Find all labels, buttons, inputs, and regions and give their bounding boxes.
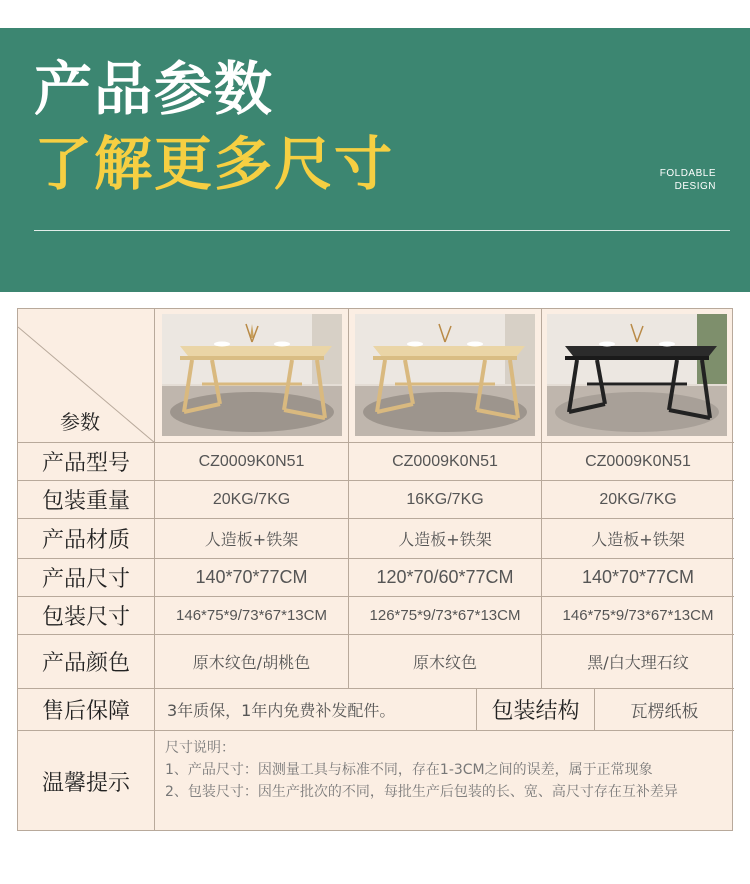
weight-value-2: 16KG/7KG: [349, 481, 542, 519]
tips-content: [155, 731, 733, 831]
size-value-3: 140*70*77CM: [542, 559, 734, 597]
corner-label: 参数: [60, 410, 100, 434]
row-label-material: 产品材质: [18, 519, 155, 559]
tips-line-2: 2、包装尺寸：因生产批次的不同，每批生产后包装的长、宽、高尺寸存在互补差异: [165, 784, 678, 800]
model-value-1: CZ0009K0N51: [155, 443, 349, 481]
image-cell-1: [155, 309, 349, 443]
product-image: [547, 314, 727, 436]
packaging-structure-label: 包装结构: [477, 689, 595, 731]
tips-line-1: 1、产品尺寸：因测量工具与标准不同，存在1-3CM之间的误差，属于正常现象: [165, 762, 653, 778]
product-image: [162, 314, 342, 436]
row-label-size: 产品尺寸: [18, 559, 155, 597]
package-size-value-2: 126*75*9/73*67*13CM: [349, 597, 542, 635]
row-label-weight: 包装重量: [18, 481, 155, 519]
row-label-package-size: 包装尺寸: [18, 597, 155, 635]
corner-cell: [18, 309, 155, 443]
packaging-structure-value: 瓦楞纸板: [595, 689, 734, 731]
banner-divider: [34, 230, 730, 231]
product-image: [355, 314, 535, 436]
tagline-line-1: FOLDABLE: [659, 168, 716, 179]
page-subtitle: 了解更多尺寸: [34, 130, 395, 198]
after-sales-value: 3年质保，1年内免费补发配件。: [155, 689, 477, 731]
row-label-tips: 温馨提示: [18, 731, 155, 831]
color-value-1: 原木纹色/胡桃色: [155, 635, 349, 689]
model-value-2: CZ0009K0N51: [349, 443, 542, 481]
page-title: 产品参数: [34, 55, 275, 123]
weight-value-1: 20KG/7KG: [155, 481, 349, 519]
row-label-color: 产品颜色: [18, 635, 155, 689]
material-value-2: 人造板+铁架: [349, 519, 542, 559]
material-value-3: 人造板+铁架: [542, 519, 734, 559]
color-value-2: 原木纹色: [349, 635, 542, 689]
tips-heading: 尺寸说明：: [165, 740, 235, 756]
row-label-model: 产品型号: [18, 443, 155, 481]
color-value-3: 黑/白大理石纹: [542, 635, 734, 689]
material-value-1: 人造板+铁架: [155, 519, 349, 559]
size-value-2: 120*70/60*77CM: [349, 559, 542, 597]
row-label-after-sales: 售后保障: [18, 689, 155, 731]
spec-table: [17, 308, 733, 831]
english-tagline: [660, 167, 716, 193]
size-value-1: 140*70*77CM: [155, 559, 349, 597]
model-value-3: CZ0009K0N51: [542, 443, 734, 481]
weight-value-3: 20KG/7KG: [542, 481, 734, 519]
image-cell-3: [542, 309, 734, 443]
package-size-value-1: 146*75*9/73*67*13CM: [155, 597, 349, 635]
image-cell-2: [349, 309, 542, 443]
package-size-value-3: 146*75*9/73*67*13CM: [542, 597, 734, 635]
tagline-line-2: DESIGN: [674, 181, 716, 192]
